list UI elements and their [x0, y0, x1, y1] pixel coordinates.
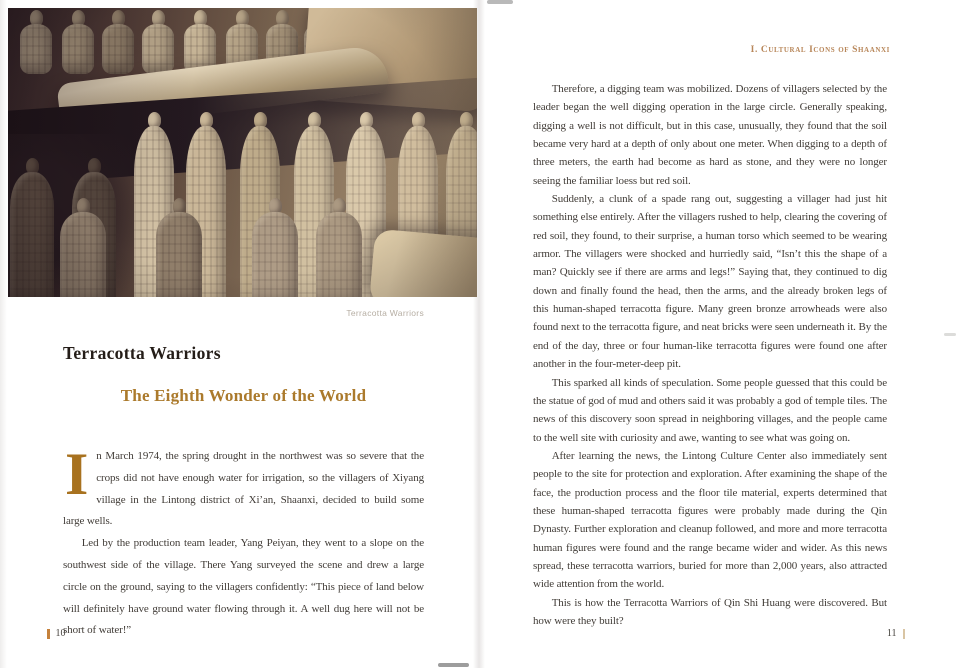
page-number-left: 10	[55, 628, 66, 639]
paragraph: Led by the production team leader, Yang Peiyan, they went to a slope on the southwest side of the village. There Yang surveyed the scene and drew a large circle on the ground, saying to the villagers confidently: “This piece of land below will definitely have ground water flowing through it. A well dug here will not be short of water!”	[63, 537, 424, 637]
paragraph: Suddenly, a clunk of a spade rang out, suggesting a villager had just hit something else entirely. After the villagers rushed to help, clearing the covering of red soil, they found, to their surprise, a human torso which seemed to be wearing armor. The villagers were shocked and hurriedly said, “Isn’t this the shape of a man? Quickly see if there are arms and legs!” Saying that, they continued to dig down and finally found the head, then the arms, and the already broken legs of this human-shaped terracotta figure. Many green bronze arrowheads were also found next to the terracotta figure, and neat bricks were seen underneath it. By the end of the day, three or four human-like terracotta figures were found one after another in the four-meter-deep pit.	[533, 193, 887, 371]
drop-cap: I	[65, 441, 89, 507]
viewer-top-tab	[487, 0, 513, 4]
page-footer-right	[887, 628, 905, 639]
paragraph	[63, 441, 424, 533]
page-number-right: 11	[886, 628, 897, 639]
paragraph: After learning the news, the Lintong Culture Center also immediately sent people to the site for protection and exploration. After examining the shape of the face, the production process and the floor tile material, experts determined that these human-shaped terracotta figures were probably made during the Qin Dynasty. Further exploration and cleanup followed, and more and more terracotta human figures were found and the range became wider and wider. As this news spread, these terracotta warriors, buried for more than 2,000 years, also attracted wide attention from the world.	[533, 449, 887, 591]
photo-caption: Terracotta Warriors	[346, 308, 424, 318]
photo-light-overlay	[8, 8, 477, 297]
terracotta-warriors-photo	[8, 8, 477, 297]
chapter-title: Terracotta Warriors	[63, 343, 221, 363]
page-edge-mark	[944, 333, 956, 336]
chapter-subtitle: The Eighth Wonder of the World	[120, 386, 367, 405]
horizontal-scrollbar-thumb[interactable]	[438, 663, 469, 667]
page-edge-shadow	[0, 0, 7, 668]
paragraph: This is how the Terracotta Warriors of Qin Shi Huang were discovered. But how were they built?	[533, 596, 887, 627]
paragraph-text: n March 1974, the spring drought in the northwest was so severe that the crops did not have enough water for irrigation, so the villagers of Xiyang village in the Lintong district of Xi’an, Shaanxi, decided to build some large wells.	[63, 450, 424, 528]
paragraph: This sparked all kinds of speculation. Some people guessed that this could be the statue of god of mud and others said it was probably a god of temple tiles. The news of this discovery soon spread in neighboring villages, and the people came to the well site with curiosity and awe, wanting to see what was going on.	[533, 376, 887, 444]
running-header: I. Cultural Icons of Shaanxi	[750, 45, 890, 55]
left-body-text	[63, 441, 424, 642]
right-body-text	[533, 80, 887, 630]
page-footer-left	[47, 628, 66, 639]
page-number-bar	[903, 629, 906, 639]
page-number-bar	[47, 629, 50, 639]
paragraph: Therefore, a digging team was mobilized. Dozens of villagers selected by the leader began the well digging operation in the large circle. Generally speaking, digging a well is not difficult, but in this case, unusually, they found that the soil became very hard at a depth of only about one meter. When digging to a depth of three meters, the earth had become as hard as stone, and they were no longer seeing the familiar loess but red soil.	[533, 83, 887, 187]
